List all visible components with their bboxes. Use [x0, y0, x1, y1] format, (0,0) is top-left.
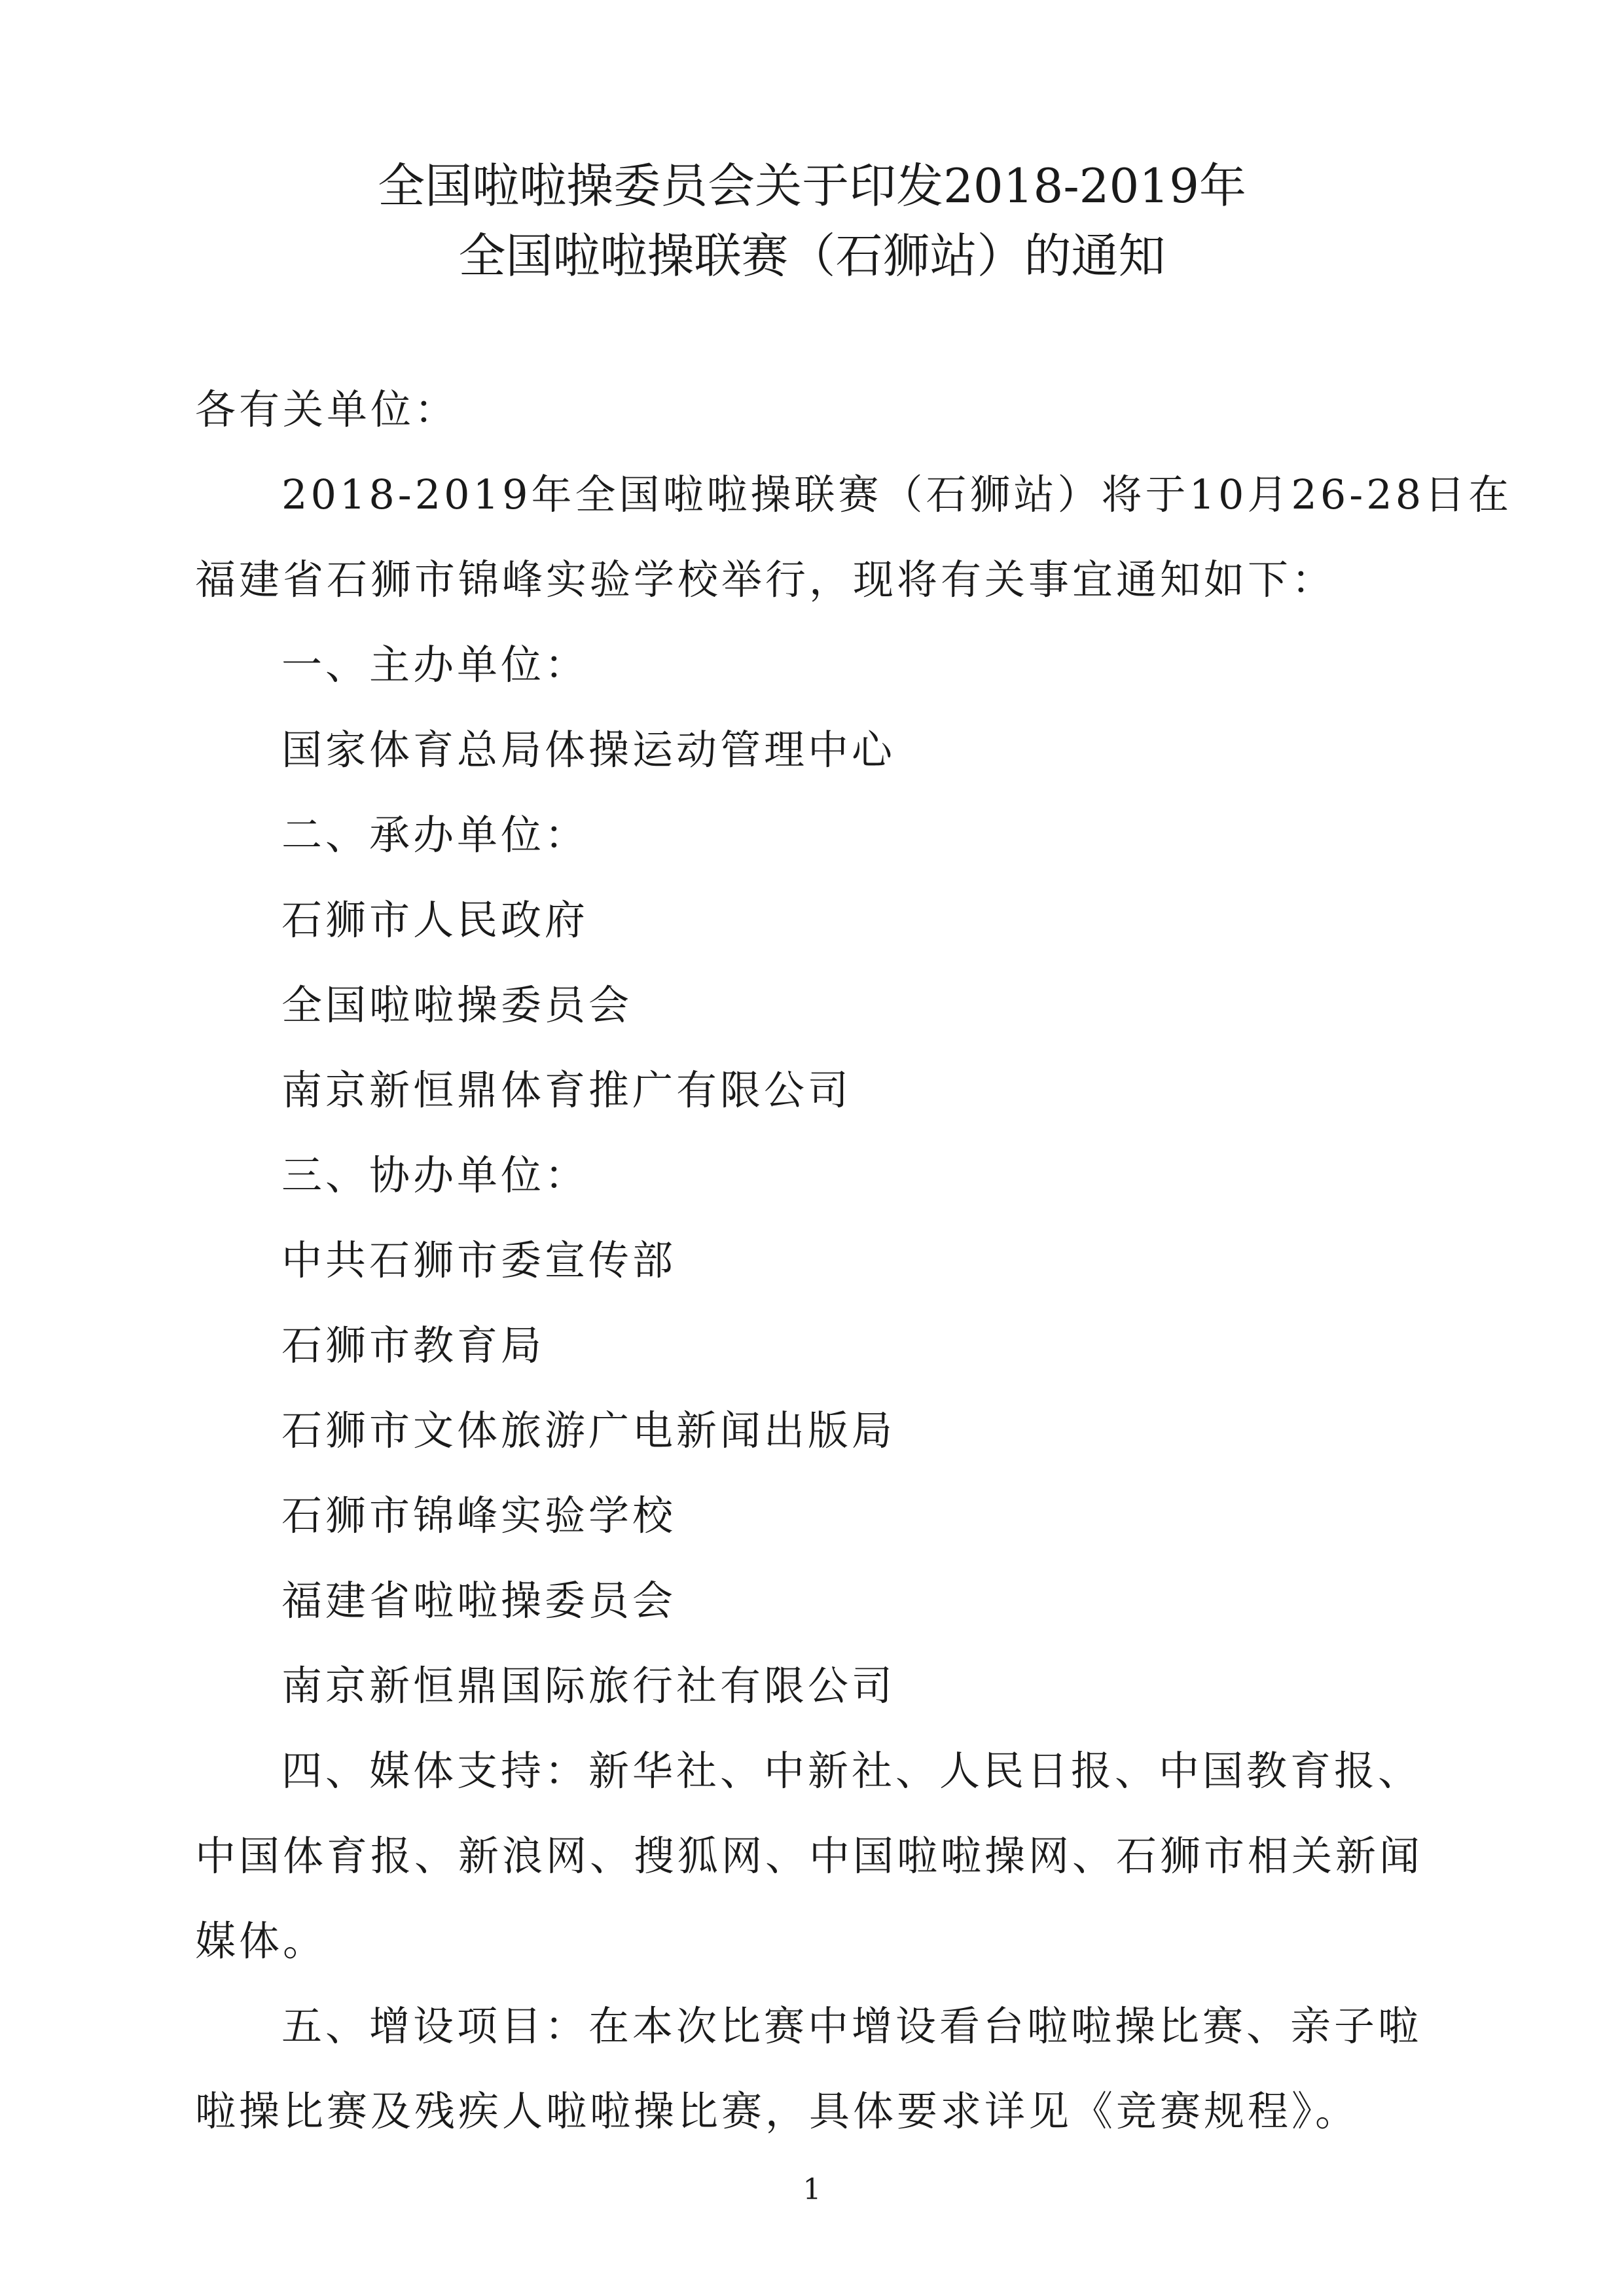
- section-4-line-1: 四、媒体支持：新华社、中新社、人民日报、中国教育报、: [281, 1747, 1422, 1795]
- co-organizer-item: 南京新恒鼎国际旅行社有限公司: [281, 1662, 896, 1710]
- section-3-heading: 三、协办单位：: [281, 1151, 589, 1199]
- salutation: 各有关单位：: [195, 386, 459, 433]
- section-1-heading: 一、主办单位：: [281, 641, 589, 689]
- co-organizer-item: 石狮市文体旅游广电新闻出版局: [281, 1407, 896, 1454]
- organizer-item: 国家体育总局体操运动管理中心: [281, 726, 896, 774]
- host-item: 南京新恒鼎体育推广有限公司: [281, 1066, 852, 1114]
- intro-paragraph-line-1: 2018-2019年全国啦啦操联赛（石狮站）将于10月26-28日在: [281, 471, 1513, 518]
- section-5-line-1: 五、增设项目：在本次比赛中增设看台啦啦操比赛、亲子啦: [281, 2002, 1422, 2050]
- section-4-line-3: 媒体。: [195, 1917, 327, 1965]
- co-organizer-item: 福建省啦啦操委员会: [281, 1577, 677, 1624]
- page-number: 1: [803, 2173, 821, 2206]
- section-2-heading: 二、承办单位：: [281, 811, 589, 859]
- co-organizer-item: 石狮市锦峰实验学校: [281, 1492, 677, 1539]
- intro-paragraph-line-2: 福建省石狮市锦峰实验学校举行，现将有关事宜通知如下：: [195, 556, 1336, 603]
- host-item: 石狮市人民政府: [281, 896, 589, 944]
- co-organizer-item: 中共石狮市委宣传部: [281, 1236, 677, 1284]
- document-title-line-2: 全国啦啦操联赛（石狮站）的通知: [458, 228, 1166, 283]
- section-4-line-2: 中国体育报、新浪网、搜狐网、中国啦啦操网、石狮市相关新闻: [195, 1832, 1424, 1880]
- host-item: 全国啦啦操委员会: [281, 981, 633, 1029]
- section-5-line-2: 啦操比赛及残疾人啦啦操比赛，具体要求详见《竞赛规程》。: [195, 2087, 1360, 2135]
- co-organizer-item: 石狮市教育局: [281, 1321, 545, 1369]
- document-title-line-1: 全国啦啦操委员会关于印发2018-2019年: [378, 158, 1246, 213]
